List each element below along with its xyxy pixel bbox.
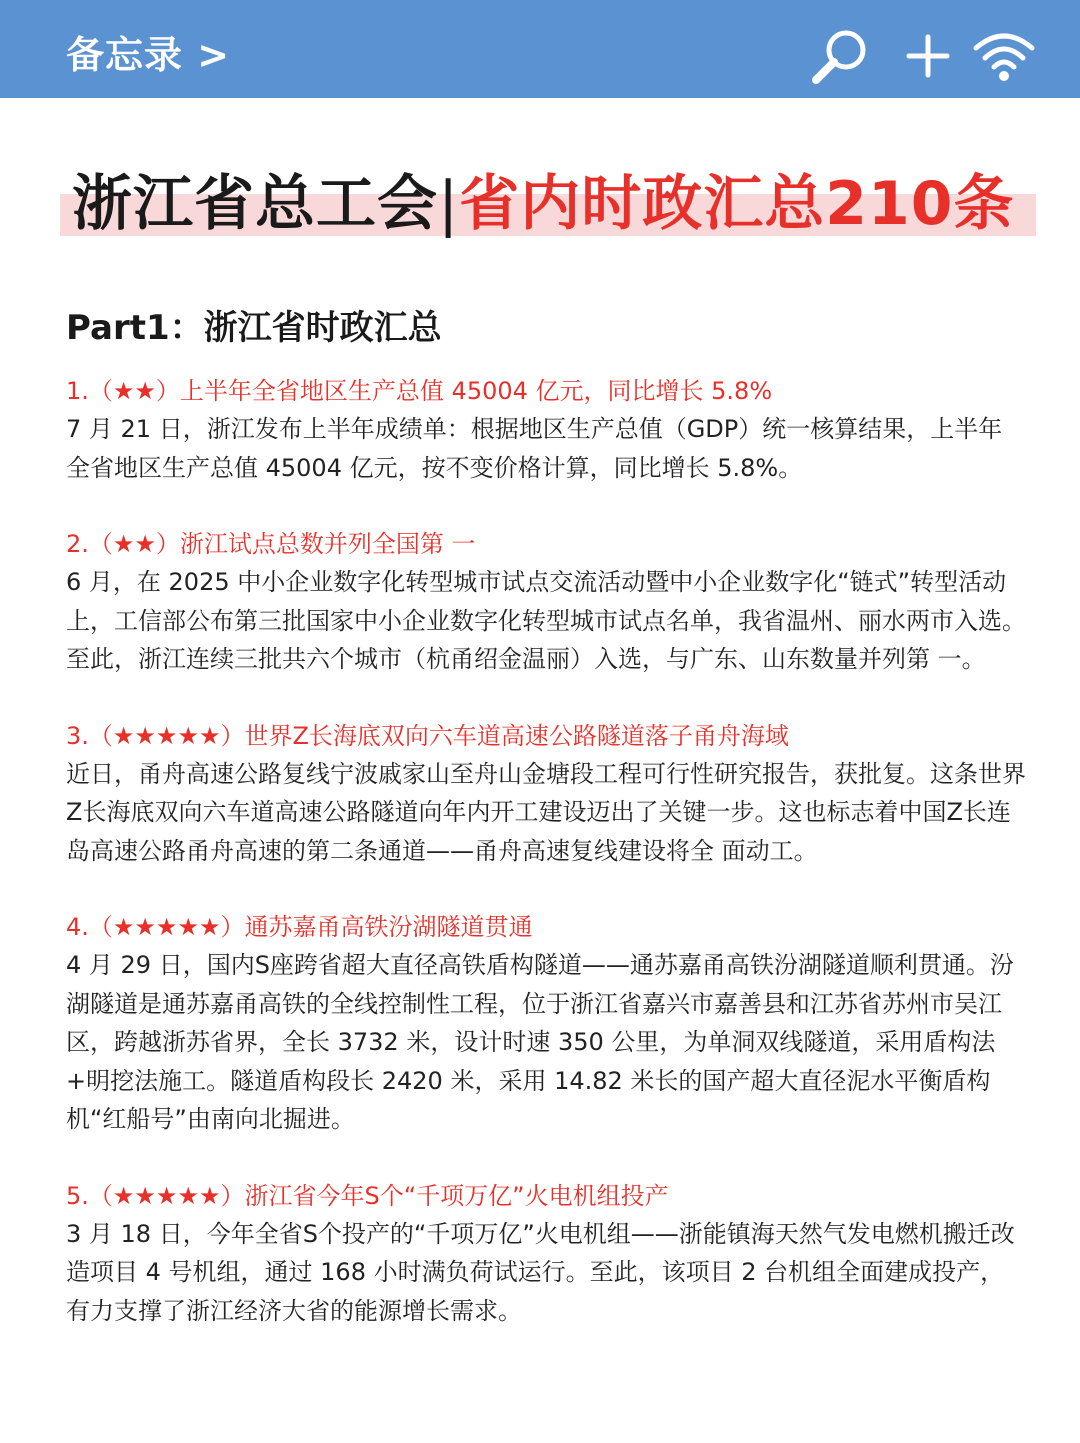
item-heading: 5.（★★★★★）浙江省今年S个“千项万亿”火电机组投产 xyxy=(66,1181,669,1210)
item-heading: 4.（★★★★★）通苏嘉甬高铁汾湖隧道贯通 xyxy=(66,913,533,941)
item-heading: 3.（★★★★★）世界Z长海底双向六车道高速公路隧道落子甬舟海域 xyxy=(66,721,789,750)
wifi-icon[interactable] xyxy=(972,26,1036,86)
list-item xyxy=(66,372,1026,487)
title-text xyxy=(72,156,1014,242)
list-item xyxy=(66,525,1026,679)
title-right: 省内时政汇总210条 xyxy=(459,169,1015,239)
title-separator: | xyxy=(438,169,460,239)
section-title: Part1：浙江省时政汇总 xyxy=(66,308,442,348)
item-body: 近日，甬舟高速公路复线宁波戚家山至舟山金塘段工程可行性研究报告，获批复。这条世界Z长海底双向六车道高速公路隧道向年内开工建设迈出了关键一步。这也标志着中国Z长连岛高速公路甬舟高速的第二条通道——甬舟高速复线建设将全 面动工。 xyxy=(66,759,1026,865)
item-body: 3 月 18 日，今年全省S个投产的“千项万亿”火电机组——浙能镇海天然气发电燃机搬迁改造项目 4 号机组，通过 168 小时满负荷试运行。至此，该项目 2 台机组全面建成投产，有力支撑了浙江经济大省的能源增长需求。 xyxy=(66,1219,1015,1325)
note-content xyxy=(66,372,1026,1368)
list-item xyxy=(66,717,1026,871)
item-body: 4 月 29 日，国内S座跨省超大直径高铁盾构隧道——通苏嘉甬高铁汾湖隧道顺利贯通。汾湖隧道是通苏嘉甬高铁的全线控制性工程，位于浙江省嘉兴市嘉善县和江苏省苏州市吴江区，跨越浙苏省界，全长 3732 米，设计时速 350 公里，为单洞双线隧道，采用盾构法+明挖法施工。隧道盾构段长 2420 米，采用 14.82 米长的国产超大直径泥水平衡盾构机“红船号”由南向北掘进。 xyxy=(66,951,1014,1133)
add-icon[interactable] xyxy=(896,26,960,86)
item-body: 7 月 21 日，浙江发布上半年成绩单：根据地区生产总值（GDP）统一核算结果，上半年全省地区生产总值 45004 亿元，按不变价格计算，同比增长 5.8%。 xyxy=(66,415,1003,482)
item-heading: 1.（★★）上半年全省地区生产总值 45004 亿元，同比增长 5.8% xyxy=(66,377,773,405)
search-icon[interactable] xyxy=(808,26,872,86)
top-bar xyxy=(0,0,1080,98)
list-item xyxy=(66,908,1026,1139)
page-title xyxy=(60,148,1036,248)
item-body: 6 月，在 2025 中小企业数字化转型城市试点交流活动暨中小企业数字化“链式”转型活动上，工信部公布第三批国家中小企业数字化转型城市试点名单，我省温州、丽水两市入选。至此，浙江连续三批共六个城市（杭甬绍金温丽）入选，与广东、山东数量并列第 一。 xyxy=(66,568,1026,673)
list-item xyxy=(66,1177,1026,1331)
title-left: 浙江省总工会 xyxy=(72,169,438,239)
back-button[interactable]: 备忘录 > xyxy=(66,33,231,77)
item-heading: 2.（★★）浙江试点总数并列全国第 一 xyxy=(66,530,476,558)
